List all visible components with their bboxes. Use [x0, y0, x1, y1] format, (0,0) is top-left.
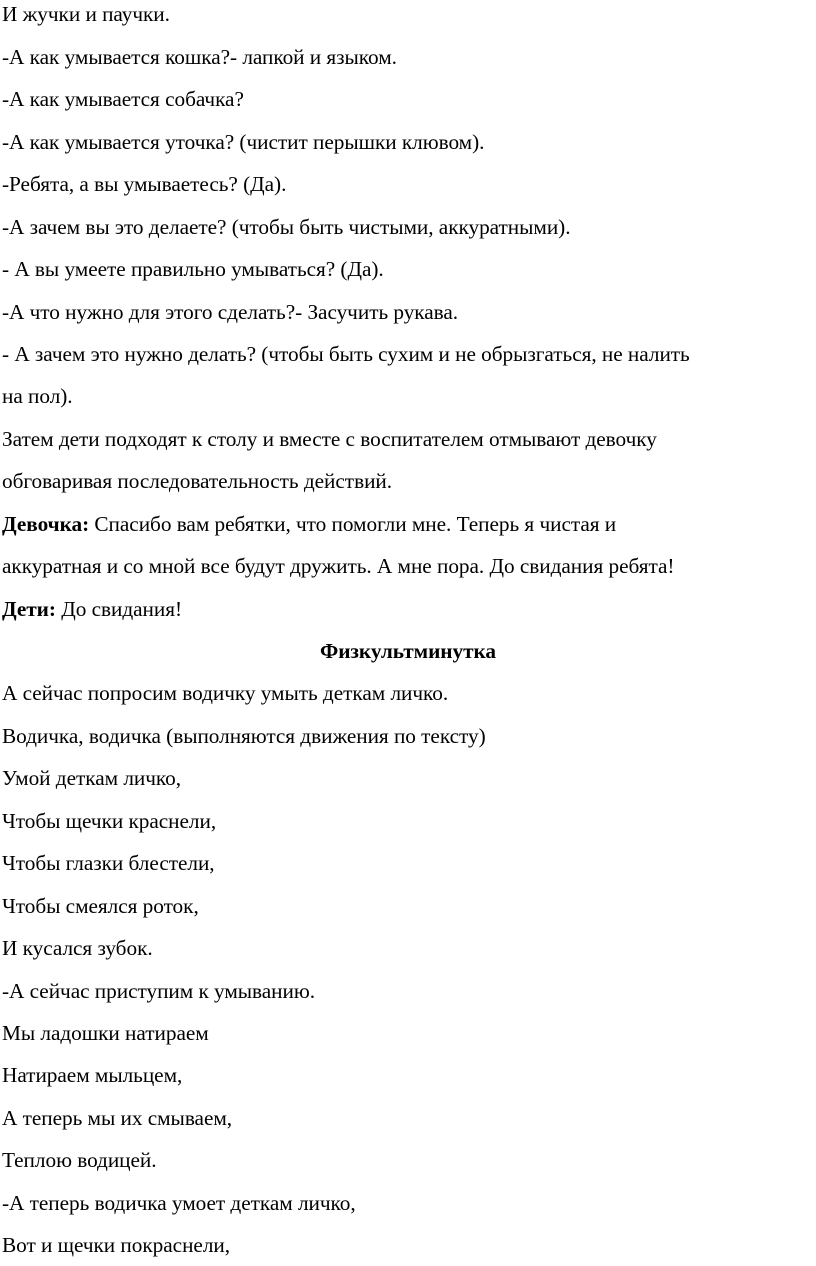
dialogue-text: Спасибо вам ребятки, что помогли мне. Теперь я чистая и — [89, 512, 617, 536]
text-line: Затем дети подходят к столу и вместе с воспитателем отмывают девочку — [2, 427, 657, 451]
text-line: -А сейчас приступим к умыванию. — [2, 979, 315, 1003]
text-line: Чтобы щечки краснели, — [2, 809, 217, 833]
text-line: И кусался зубок. — [2, 936, 153, 960]
dialogue-line — [2, 599, 182, 620]
text-line: Чтобы смеялся роток, — [2, 894, 199, 918]
text-line: -Ребята, а вы умываетесь? (Да). — [2, 172, 287, 196]
text-line: Водичка, водичка (выполняются движения по тексту) — [2, 724, 486, 748]
speaker-label: Девочка: — [2, 512, 90, 536]
text-line: А сейчас попросим водичку умыть деткам личко. — [2, 681, 449, 705]
text-line: Теплою водицей. — [2, 1148, 157, 1172]
text-line: Вот и щечки покраснели, — [2, 1233, 231, 1257]
text-line: обговаривая последовательность действий. — [2, 469, 393, 493]
text-line: Чтобы глазки блестели, — [2, 851, 215, 875]
text-line: А теперь мы их смываем, — [2, 1106, 233, 1130]
text-line: - А зачем это нужно делать? (чтобы быть сухим и не обрызгаться, не налить — [2, 342, 690, 366]
text-line: -А теперь водичка умоет деткам личко, — [2, 1191, 356, 1215]
text-line: -А как умывается кошка?- лапкой и языком. — [2, 45, 397, 69]
text-line: Мы ладошки натираем — [2, 1021, 209, 1045]
text-line: -А что нужно для этого сделать?- Засучить рукава. — [2, 300, 459, 324]
text-line: -А зачем вы это делаете? (чтобы быть чистыми, аккуратными). — [2, 215, 571, 239]
speaker-label: Дети: — [2, 597, 56, 621]
section-heading: Физкультминутка — [319, 639, 497, 663]
text-line: И жучки и паучки. — [2, 2, 170, 26]
text-line: -А как умывается уточка? (чистит перышки клювом). — [2, 130, 485, 154]
dialogue-text: До свидания! — [55, 597, 183, 621]
text-line: на пол). — [2, 384, 73, 408]
text-line: - А вы умеете правильно умываться? (Да). — [2, 257, 384, 281]
dialogue-line — [2, 514, 616, 535]
text-line: аккуратная и со мной все будут дружить. А мне пора. До свидания ребята! — [2, 554, 675, 578]
text-line: Натираем мыльцем, — [2, 1063, 183, 1087]
text-line: -А как умывается собачка? — [2, 87, 244, 111]
text-line: Умой деткам личко, — [2, 766, 182, 790]
